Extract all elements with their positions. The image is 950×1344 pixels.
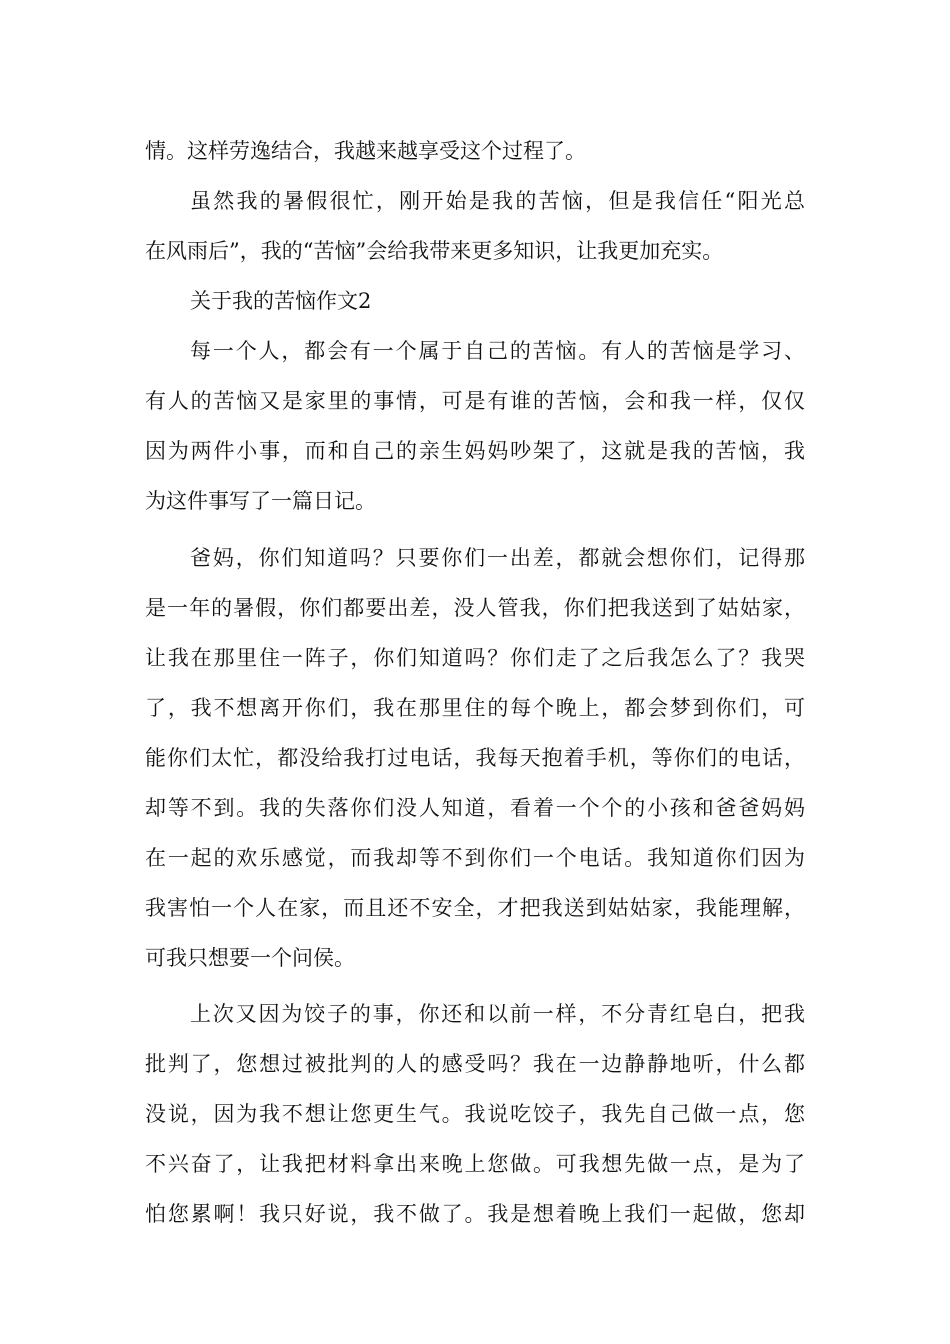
paragraph-first-line: 上次又因为饺子的事，你还和以前一样，不分青红皂白，把我 — [190, 1002, 805, 1026]
text-line: 怕您累啊！我只好说，我不做了。我是想着晚上我们一起做，您却 — [145, 1202, 805, 1226]
text-line: 没说，因为我不想让您更生气。我说吃饺子，我先自己做一点，您 — [145, 1102, 805, 1126]
text-line: 我害怕一个人在家，而且还不安全，才把我送到姑姑家，我能理解， — [145, 896, 805, 920]
text-line: 为这件事写了一篇日记。 — [145, 489, 376, 513]
text-line: 可我只想要一个问侯。 — [145, 946, 355, 970]
text-line: 情。这样劳逸结合，我越来越享受这个过程了。 — [145, 139, 586, 163]
text-line: 却等不到。我的失落你们没人知道，看着一个个的小孩和爸爸妈妈 — [145, 796, 805, 820]
text-line: 批判了，您想过被批判的人的感受吗？我在一边静静地听，什么都 — [145, 1052, 805, 1076]
paragraph-first-line: 每一个人，都会有一个属于自己的苦恼。有人的苦恼是学习、 — [190, 339, 805, 363]
text-line: 在风雨后”，我的“苦恼”会给我带来更多知识，让我更加充实。 — [145, 239, 724, 263]
text-line: 在一起的欢乐感觉，而我却等不到你们一个电话。我知道你们因为 — [145, 846, 805, 870]
text-line: 了，我不想离开你们，我在那里住的每个晚上，都会梦到你们，可 — [145, 696, 805, 720]
paragraph-first-line: 虽然我的暑假很忙，刚开始是我的苦恼，但是我信任“阳光总 — [190, 189, 805, 213]
text-line: 不兴奋了，让我把材料拿出来晚上您做。可我想先做一点，是为了 — [145, 1152, 805, 1176]
text-line: 有人的苦恼又是家里的事情，可是有谁的苦恼，会和我一样，仅仅 — [145, 389, 805, 413]
text-line: 让我在那里住一阵子，你们知道吗？你们走了之后我怎么了？我哭 — [145, 646, 805, 670]
section-heading: 关于我的苦恼作文2 — [190, 289, 372, 313]
paragraph-first-line: 爸妈，你们知道吗？只要你们一出差，都就会想你们，记得那 — [190, 546, 805, 570]
text-line: 是一年的暑假，你们都要出差，没人管我，你们把我送到了姑姑家， — [145, 596, 805, 620]
text-line: 能你们太忙，都没给我打过电话，我每天抱着手机，等你们的电话， — [145, 746, 805, 770]
text-line: 因为两件小事，而和自己的亲生妈妈吵架了，这就是我的苦恼，我 — [145, 439, 805, 463]
